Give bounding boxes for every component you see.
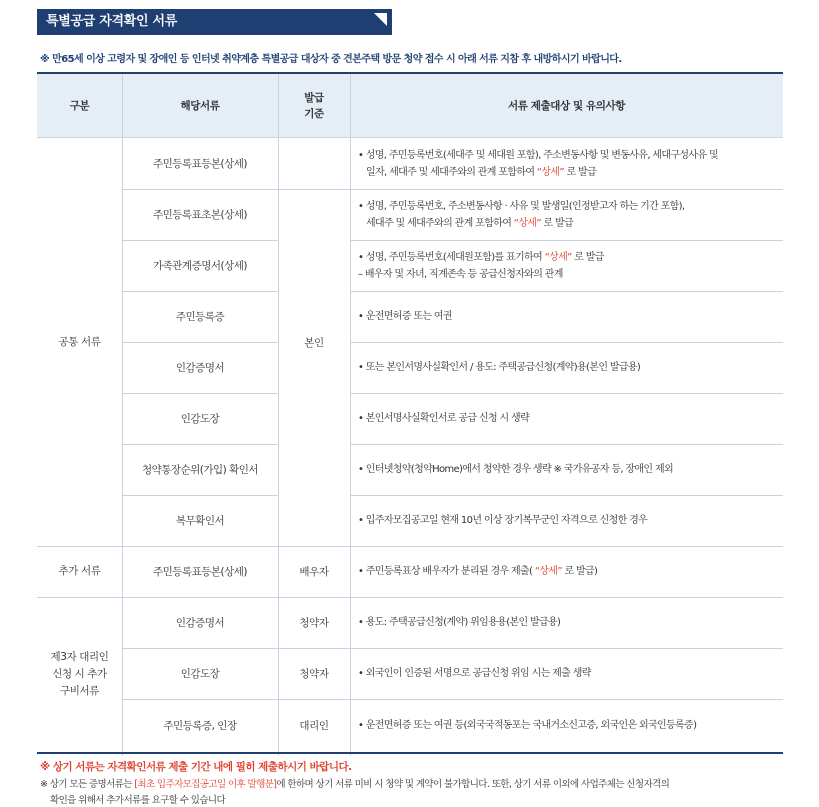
document-cell: 인감증명서 [175,617,225,629]
note-cell [350,342,783,393]
documents-table [37,72,783,756]
category-proxy-line1: 제3자 대리인 [50,651,109,664]
section-title-bar [37,9,392,35]
highlight-text: “상세” [534,566,562,577]
table-bottom-border [37,752,783,754]
footer-warning: ※ 상기 서류는 자격확인서류 제출 기간 내에 필히 제출하시기 바랍니다. [40,761,352,773]
header-basis-line1: 발급 [304,91,324,104]
highlight-text: “상세” [536,166,564,178]
note-line: • 운전면허증 또는 여권 [358,311,452,322]
footer-notice [40,777,800,807]
note-cell [350,138,783,189]
note-cell [350,240,783,291]
section-title: 특별공급 자격확인 서류 [46,14,178,29]
note-cell [350,495,783,546]
note-line: • 입주자모집공고일 현재 10년 이상 장기복무군인 자격으로 신청한 경우 [358,515,648,526]
note-cell [350,546,783,597]
note-line: • 본인서명사실확인서로 공급 신청 시 생략 [358,413,530,424]
footer-text: ※ 상기 모든 증명서류는 [40,779,132,790]
notice-text: ※ 만65세 이상 고령자 및 장애인 등 인터넷 취약계층 특별공급 대상자 중 견본주택 방문 청약 접수 시 아래 서류 지참 후 내방하시기 바랍니다. [40,54,622,65]
note-line [358,249,783,266]
basis-cell: 청약자 [299,617,329,629]
document-cell: 청약통장순위(가입) 확인서 [141,464,259,476]
document-cell: 주민등록표등본(상세) [153,566,247,578]
header-basis-line2: 기준 [304,108,324,120]
note-cell [350,597,783,648]
note-line: • 성명, 주민등록번호, 주소변동사항 · 사유 및 발생일(인정받고자 하는 기간 포함), [358,200,685,212]
note-text: 로 발급) [564,566,598,577]
note-cell [350,648,783,699]
document-cell: 주민등록증, 인장 [163,720,237,732]
document-cell: 복무확인서 [175,515,225,527]
note-line [358,215,783,232]
note-cell [350,393,783,444]
note-line: • 또는 본인서명사실확인서 / 용도: 주택공급신청(계약)용(본인 발급용) [358,362,641,373]
category-proxy [37,597,122,752]
document-cell: 주민등록표등본(상세) [153,158,247,170]
note-line: – 배우자 및 자녀, 직계존속 등 공급신청자와의 관계 [358,268,563,280]
note-text: 세대주 및 세대주와의 관계 포함하여 [366,217,512,229]
category-proxy-line3: 구비서류 [60,684,99,697]
note-text: 일자, 세대주 및 세대주와의 관계 포함하여 [366,166,535,178]
document-cell: 인감도장 [180,668,220,680]
note-line: • 외국인이 인증된 서명으로 공급신청 위임 시는 제출 생략 [358,668,591,679]
note-text: 로 발급 [574,251,604,263]
note-cell [350,189,783,240]
basis-cell: 대리인 [299,720,329,732]
basis-cell: 배우자 [299,566,329,578]
header-basis [278,74,350,138]
document-cell: 인감도장 [180,413,220,425]
category-additional: 추가 서류 [58,565,101,578]
category-proxy-line2: 신청 시 추가 [52,668,107,681]
note-cell [350,699,783,752]
note-cell [350,444,783,495]
table-header [37,74,783,138]
document-cell: 인감증명서 [175,362,225,374]
note-line: • 성명, 주민등록번호(세대주 및 세대원 포함), 주소변동사항 및 변동사유, 세대구성사유 및 [358,149,718,161]
note-cell [350,291,783,342]
category-common: 공통 서류 [58,335,101,348]
highlight-text: “상세” [513,217,541,229]
note-text: 로 발급 [566,166,597,178]
note-text: • 성명, 주민등록번호(세대원포함)를 표기하여 [358,251,543,263]
document-cell: 주민등록증 [175,311,225,323]
footer-line [40,777,800,793]
note-text: 로 발급 [543,217,573,229]
header-notes: 서류 제출대상 및 유의사항 [508,99,625,112]
basis-common: 본인 [304,336,324,349]
basis-cell: 청약자 [299,668,329,680]
header-category: 구분 [69,99,90,112]
footer-text: 에 한하며 상기 서류 미비 시 청약 및 계약이 불가합니다. 또한, 상기 서류 이외에 사업주체는 신청자격의 [276,779,670,790]
footer-line: 확인을 위해서 추가서류를 요구할 수 있습니다 [50,794,226,806]
highlight-text: “상세” [544,251,572,263]
note-line: • 용도: 주택공급신청(계약) 위임용용(본인 발급용) [358,617,561,628]
note-line [358,164,783,181]
header-document: 해당서류 [180,99,220,112]
corner-triangle-icon [374,13,387,26]
document-cell: 가족관계증명서(상세) [153,260,247,272]
note-line [358,563,783,580]
note-line: • 인터넷청약(청약Home)에서 청약한 경우 생략 ※ 국가유공자 등, 장애인 제외 [358,464,673,475]
document-cell: 주민등록표초본(상세) [153,209,247,221]
note-text: • 주민등록표상 배우자가 분리된 경우 제출( [358,566,533,577]
footer-highlight: [최초 입주자모집공고일 이후 발행분] [134,779,277,790]
note-line: • 운전면허증 또는 여권 등(외국국적동포는 국내거소신고증, 외국인은 외국인등록증) [358,720,697,731]
